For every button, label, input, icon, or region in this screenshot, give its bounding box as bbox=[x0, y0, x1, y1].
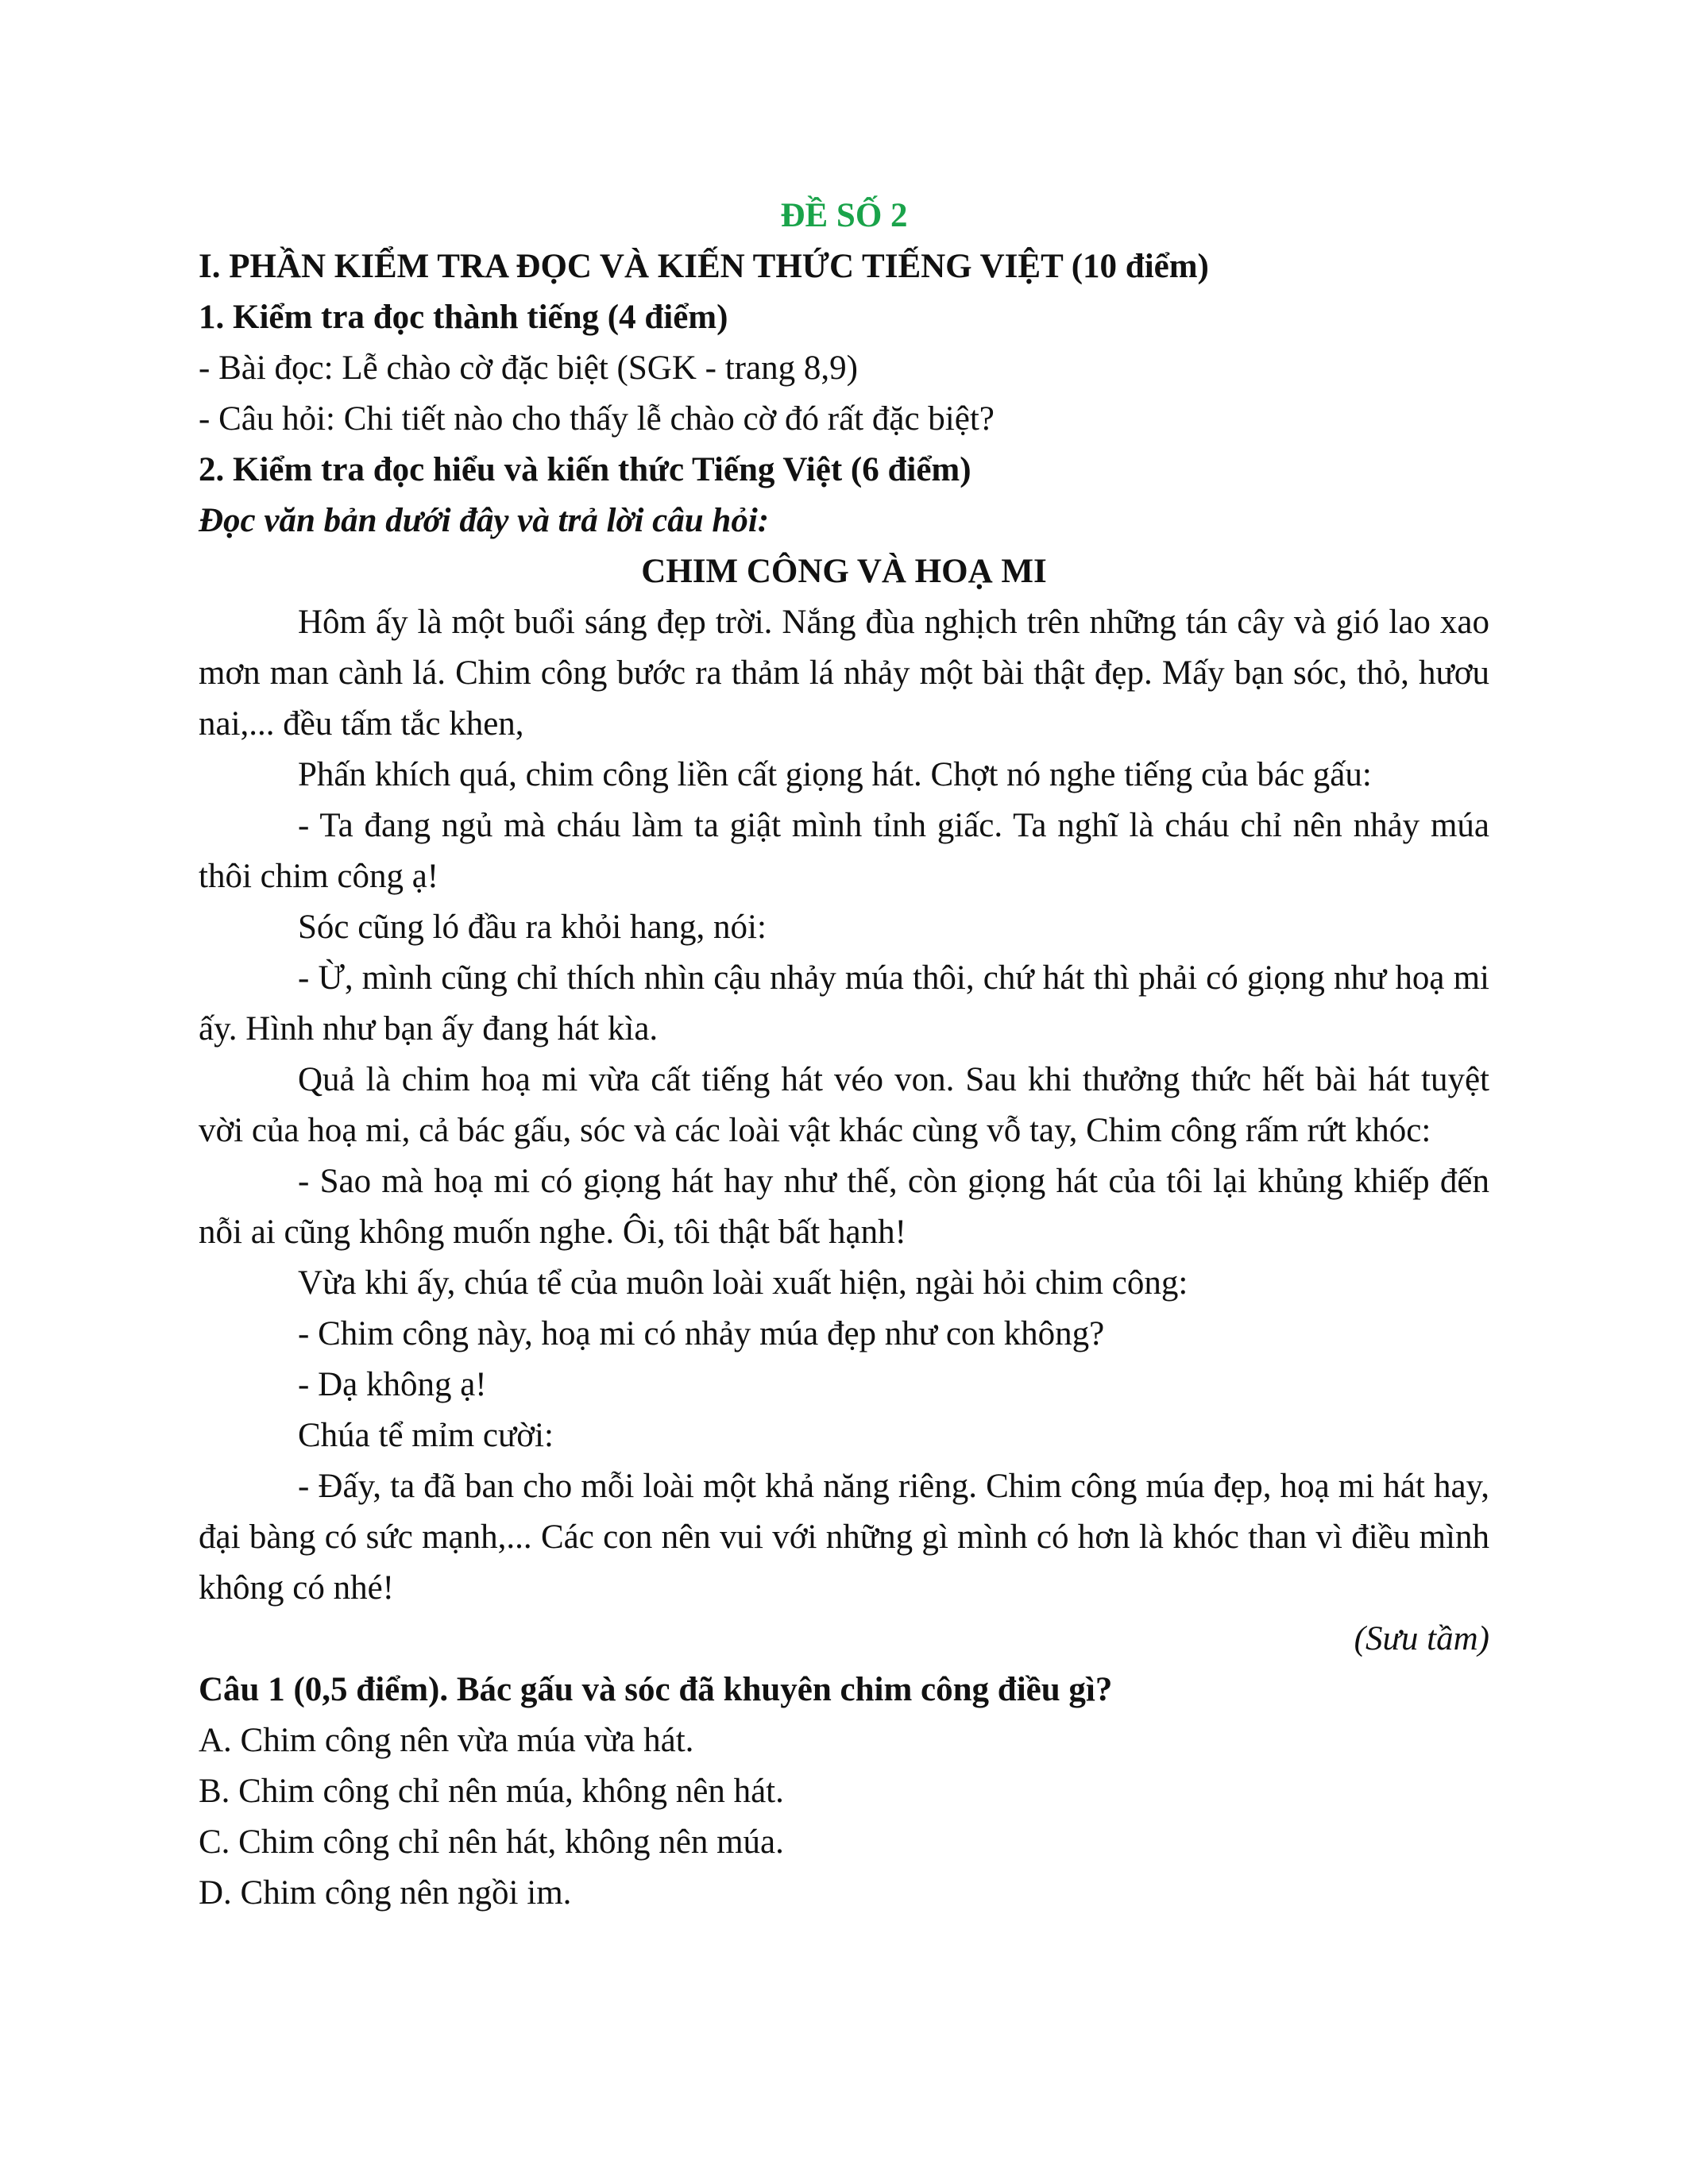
part2-instruction: Đọc văn bản dưới đây và trả lời câu hỏi: bbox=[199, 502, 770, 539]
part1-reading: - Bài đọc: Lễ chào cờ đặc biệt (SGK - trang 8,9) bbox=[199, 349, 858, 387]
exam-number: ĐỀ SỐ 2 bbox=[780, 197, 908, 234]
story-paragraph: - Dạ không ạ! bbox=[298, 1366, 487, 1403]
story-paragraph: Hôm ấy là một buổi sáng đẹp trời. Nắng đùa nghịch trên những tán cây và gió lao xao mơn man cành lá. Chim công bước ra thảm lá nhảy một bài thật đẹp. Mấy bạn sóc, thỏ, hươu nai,... đều tấm tắc khen, bbox=[199, 604, 1489, 743]
part1-question: - Câu hỏi: Chi tiết nào cho thấy lễ chào cờ đó rất đặc biệt? bbox=[199, 400, 995, 438]
exam-page bbox=[199, 191, 1489, 1919]
story-paragraph: - Sao mà hoạ mi có giọng hát hay như thế, còn giọng hát của tôi lại khủng khiếp đến nỗi ai cũng không muốn nghe. Ôi, tôi thật bất hạnh! bbox=[199, 1163, 1489, 1251]
story-paragraph: Quả là chim hoạ mi vừa cất tiếng hát véo von. Sau khi thưởng thức hết bài hát tuyệt vời của hoạ mi, cả bác gấu, sóc và các loài vật khác cùng vỗ tay, Chim công rấm rứt khóc: bbox=[199, 1061, 1489, 1149]
story-paragraph: Chúa tể mỉm cười: bbox=[298, 1417, 554, 1454]
story-paragraph: - Đấy, ta đã ban cho mỗi loài một khả năng riêng. Chim công múa đẹp, hoạ mi hát hay, đại bàng có sức mạnh,... Các con nên vui với những gì mình có hơn là khóc than vì điều mình không có nhé! bbox=[199, 1468, 1489, 1607]
story-paragraph: Phấn khích quá, chim công liền cất giọng hát. Chợt nó nghe tiếng của bác gấu: bbox=[298, 756, 1372, 793]
part2-heading: 2. Kiểm tra đọc hiểu và kiến thức Tiếng Việt (6 điểm) bbox=[199, 451, 971, 488]
story-paragraph: Sóc cũng ló đầu ra khỏi hang, nói: bbox=[298, 909, 767, 946]
story-paragraph: - Ta đang ngủ mà cháu làm ta giật mình tỉnh giấc. Ta nghĩ là cháu chỉ nên nhảy múa thôi chim công ạ! bbox=[199, 807, 1489, 895]
story-paragraph: Vừa khi ấy, chúa tể của muôn loài xuất hiện, ngài hỏi chim công: bbox=[298, 1264, 1188, 1302]
story-paragraph: - Chim công này, hoạ mi có nhảy múa đẹp như con không? bbox=[298, 1315, 1105, 1352]
story-paragraph: - Ừ, mình cũng chỉ thích nhìn cậu nhảy múa thôi, chứ hát thì phải có giọng như hoạ mi ấy. Hình như bạn ấy đang hát kìa. bbox=[199, 959, 1489, 1048]
answer-option-a: A. Chim công nên vừa múa vừa hát. bbox=[199, 1722, 694, 1759]
section-title: I. PHẦN KIỂM TRA ĐỌC VÀ KIẾN THỨC TIẾNG VIỆT (10 điểm) bbox=[199, 248, 1209, 285]
story-source: (Sưu tầm) bbox=[1354, 1620, 1489, 1657]
answer-option-c: C. Chim công chỉ nên hát, không nên múa. bbox=[199, 1823, 784, 1861]
answer-option-b: B. Chim công chỉ nên múa, không nên hát. bbox=[199, 1773, 784, 1810]
question1-prompt: Câu 1 (0,5 điểm). Bác gấu và sóc đã khuyên chim công điều gì? bbox=[199, 1671, 1113, 1708]
answer-option-d: D. Chim công nên ngồi im. bbox=[199, 1874, 572, 1912]
question1-options bbox=[199, 1715, 1489, 1919]
part1-heading: 1. Kiểm tra đọc thành tiếng (4 điểm) bbox=[199, 299, 728, 336]
story-title: CHIM CÔNG VÀ HOẠ MI bbox=[641, 553, 1047, 590]
